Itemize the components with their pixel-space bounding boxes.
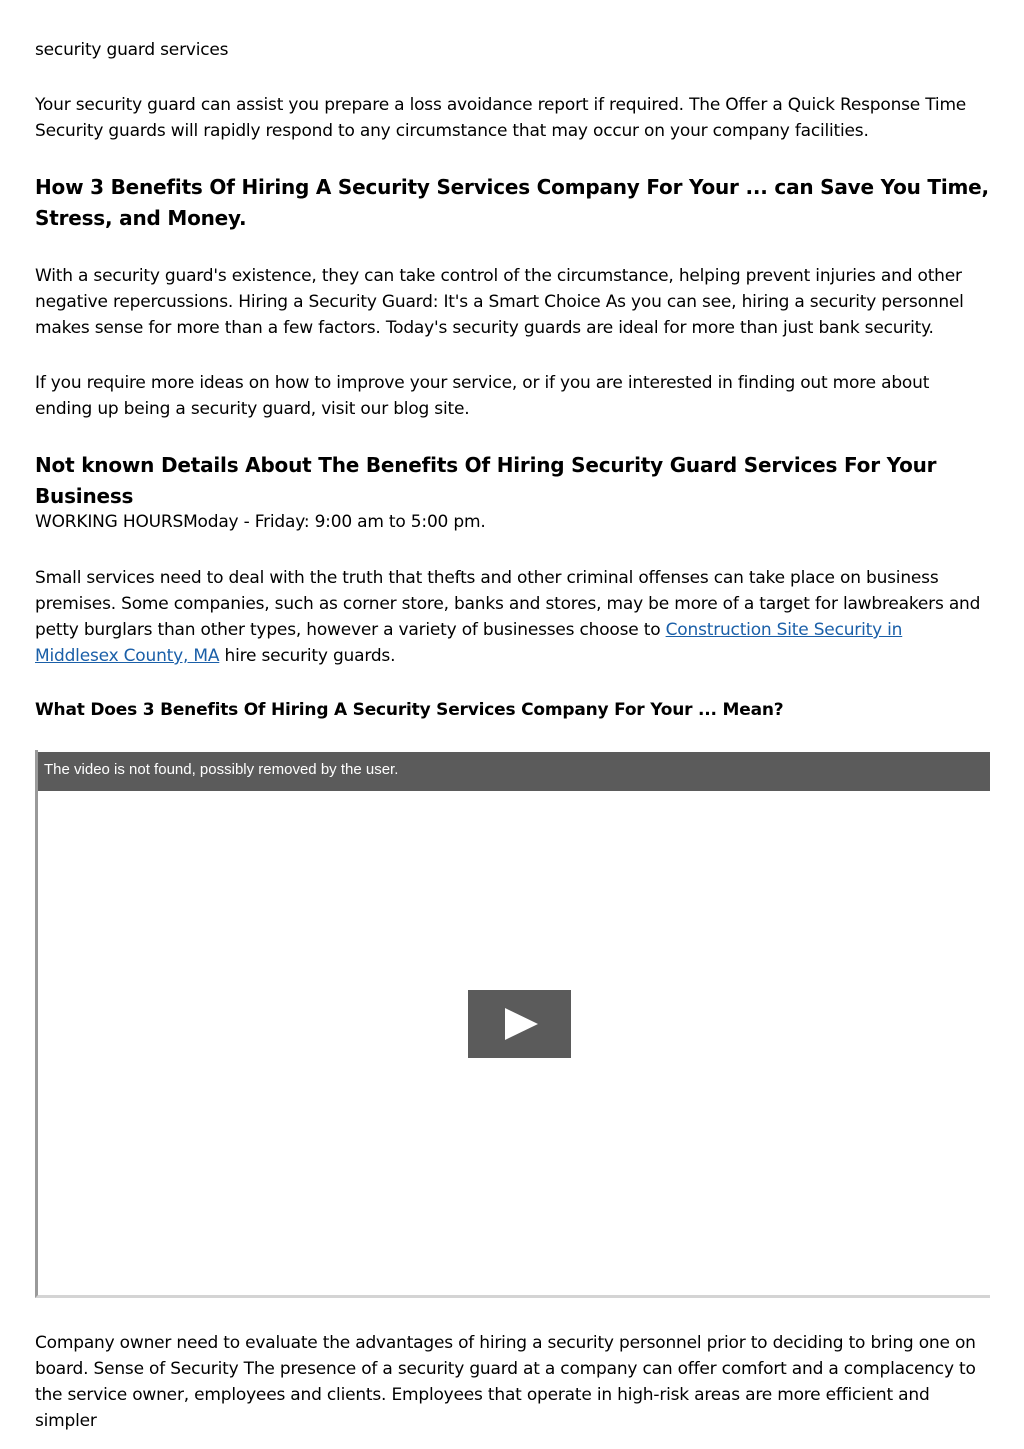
paragraph-small-services-tail: hire security guards. (219, 646, 396, 666)
heading-not-known-details: Not known Details About The Benefits Of Hiring Security Guard Services For Your Business (35, 453, 937, 508)
working-hours: WORKING HOURSModay - Friday: 9:00 am to 5:00 pm. (35, 512, 486, 532)
play-icon (505, 1008, 538, 1040)
intro-line: security guard services (35, 40, 229, 60)
heading-what-does-mean: What Does 3 Benefits Of Hiring A Security Services Company For Your ... Mean? (35, 700, 784, 720)
heading-save-time: How 3 Benefits Of Hiring A Security Services Company For Your ... can Save You Time, Stress, and Money. (35, 175, 989, 230)
paragraph-loss-avoidance: Your security guard can assist you prepare a loss avoidance report if required. The Offer a Quick Response Time Security guards will rapidly respond to any circumstance that may occur on your company facilities. (35, 95, 967, 141)
paragraph-small-services-text: Small services need to deal with the truth that thefts and other criminal offenses can take place on business premises. Some companies, such as corner store, banks and stores, may be more of a target for lawbreakers and petty burglars than other types, however a variety of businesses choose to (35, 568, 981, 640)
video-embed[interactable] (35, 750, 990, 1298)
construction-site-security-link[interactable]: Construction Site Security in Middlesex County, MA (35, 620, 903, 666)
paragraph-small-services (35, 565, 990, 669)
video-not-found-message: The video is not found, possibly removed by the user. (44, 761, 399, 778)
play-button[interactable] (468, 990, 571, 1058)
paragraph-company-owner: Company owner need to evaluate the advantages of hiring a security personnel prior to deciding to bring one on board. Sense of Security The presence of a security guard at a company can offer comfort and a complacency to the service owner, employees and clients. Employees that operate in high-risk areas are more efficient and simpler (35, 1333, 976, 1431)
paragraph-guard-existence: With a security guard's existence, they can take control of the circumstance, helping prevent injuries and other negative repercussions. Hiring a Security Guard: It's a Smart Choice As you can see, hiring a security personnel makes sense for more than a few factors. Today's security guards are ideal for more than just bank security. (35, 266, 964, 338)
video-title-bar (38, 752, 990, 791)
paragraph-blog-ideas: If you require more ideas on how to improve your service, or if you are interested in finding out more about ending up being a security guard, visit our blog site. (35, 373, 930, 419)
